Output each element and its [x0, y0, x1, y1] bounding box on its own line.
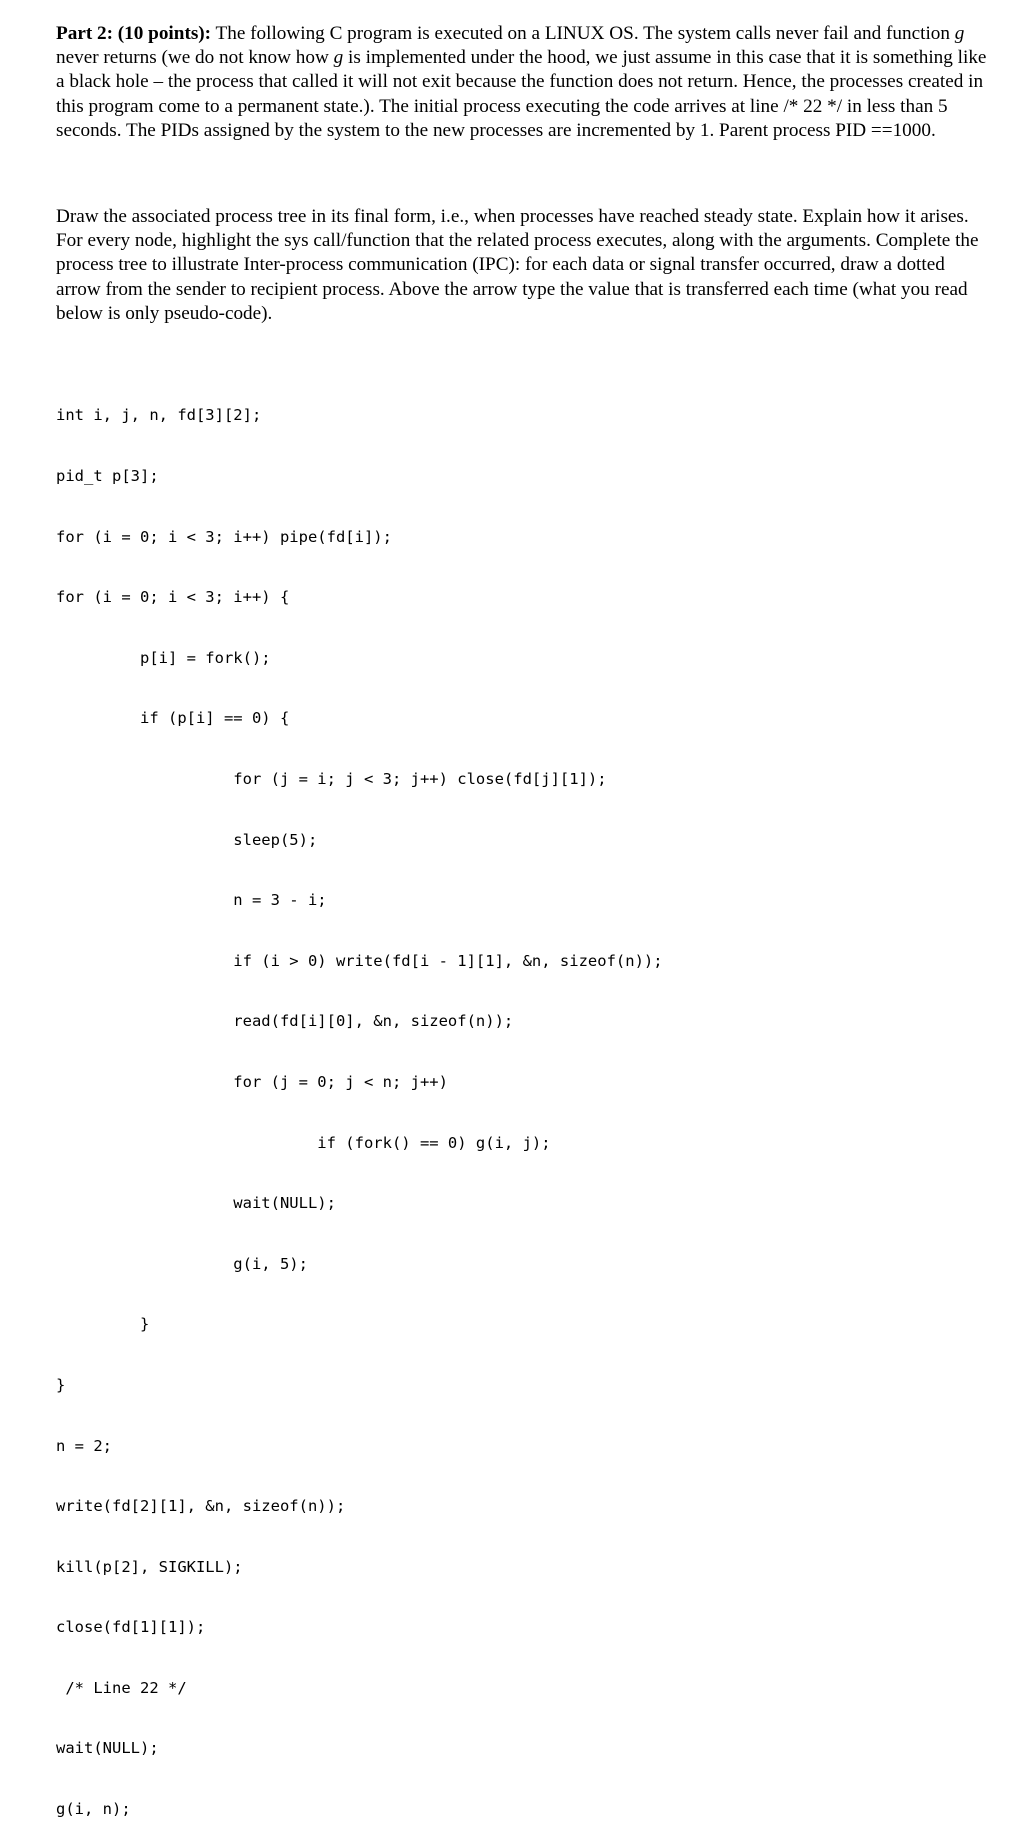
part2-text-segment: is implemented under the hood, we just assume in this case that it is something like a black hole – the process that called it will not exit because the function does not return. Hence, the processes created in this program come to a permanent state.). The initial process executing the code arrives at line /* 22 */ in less than 5 seconds. The PIDs assigned by the system to the new processes are incremented by 1. Parent process PID ==1000.	[56, 47, 987, 141]
code-line: }	[56, 1315, 150, 1334]
code-line: wait(NULL);	[56, 1739, 159, 1758]
instructions-paragraph: Draw the associated process tree in its final form, i.e., when processes have reached steady state. Explain how it arises. For every node, highlight the sys call/function that the related process executes, along with the arguments. Complete the process tree to illustrate Inter-process communication (IPC): for each data or signal transfer occurred, draw a dotted arrow from the sender to recipient process. Above the arrow type the value that is transferred each time (what you read below is only pseudo-code).	[56, 206, 979, 324]
code-line: }	[56, 1375, 66, 1394]
part2-question-paragraph	[56, 22, 990, 143]
code-line: kill(p[2], SIGKILL);	[56, 1557, 243, 1576]
code-line: write(fd[2][1], &n, sizeof(n));	[56, 1497, 346, 1516]
code-line: for (i = 0; i < 3; i++) {	[56, 588, 290, 607]
code-line: if (p[i] == 0) {	[56, 709, 290, 728]
code-line: /* Line 22 */	[56, 1678, 187, 1697]
code-line: n = 2;	[56, 1436, 112, 1455]
code-line: close(fd[1][1]);	[56, 1618, 206, 1637]
function-g-name: g	[333, 47, 344, 69]
part2-heading: Part 2: (10 points):	[56, 23, 212, 44]
code-line: wait(NULL);	[56, 1194, 336, 1213]
part2-text-segment: never returns (we do not know how	[56, 47, 334, 69]
code-line: p[i] = fork();	[56, 648, 271, 667]
code-line: for (j = 0; j < n; j++)	[56, 1072, 448, 1091]
code-line: read(fd[i][0], &n, sizeof(n));	[56, 1012, 514, 1031]
code-line: if (fork() == 0) g(i, j);	[56, 1133, 551, 1152]
code-line: sleep(5);	[56, 830, 318, 849]
c-code-block	[56, 365, 663, 1839]
code-line: g(i, n);	[56, 1800, 131, 1819]
code-line: n = 3 - i;	[56, 891, 327, 910]
code-line: for (i = 0; i < 3; i++) pipe(fd[i]);	[56, 527, 392, 546]
code-line: g(i, 5);	[56, 1254, 308, 1273]
code-line: pid_t p[3];	[56, 467, 159, 485]
code-line: int i, j, n, fd[3][2];	[56, 406, 262, 425]
function-g-name: g	[954, 23, 965, 44]
code-line: if (i > 0) write(fd[i - 1][1], &n, sizeof(n));	[56, 951, 663, 970]
part2-text-segment: The following C program is executed on a LINUX OS. The system calls never fail and function	[211, 23, 955, 44]
code-line: for (j = i; j < 3; j++) close(fd[j][1]);	[56, 769, 607, 788]
